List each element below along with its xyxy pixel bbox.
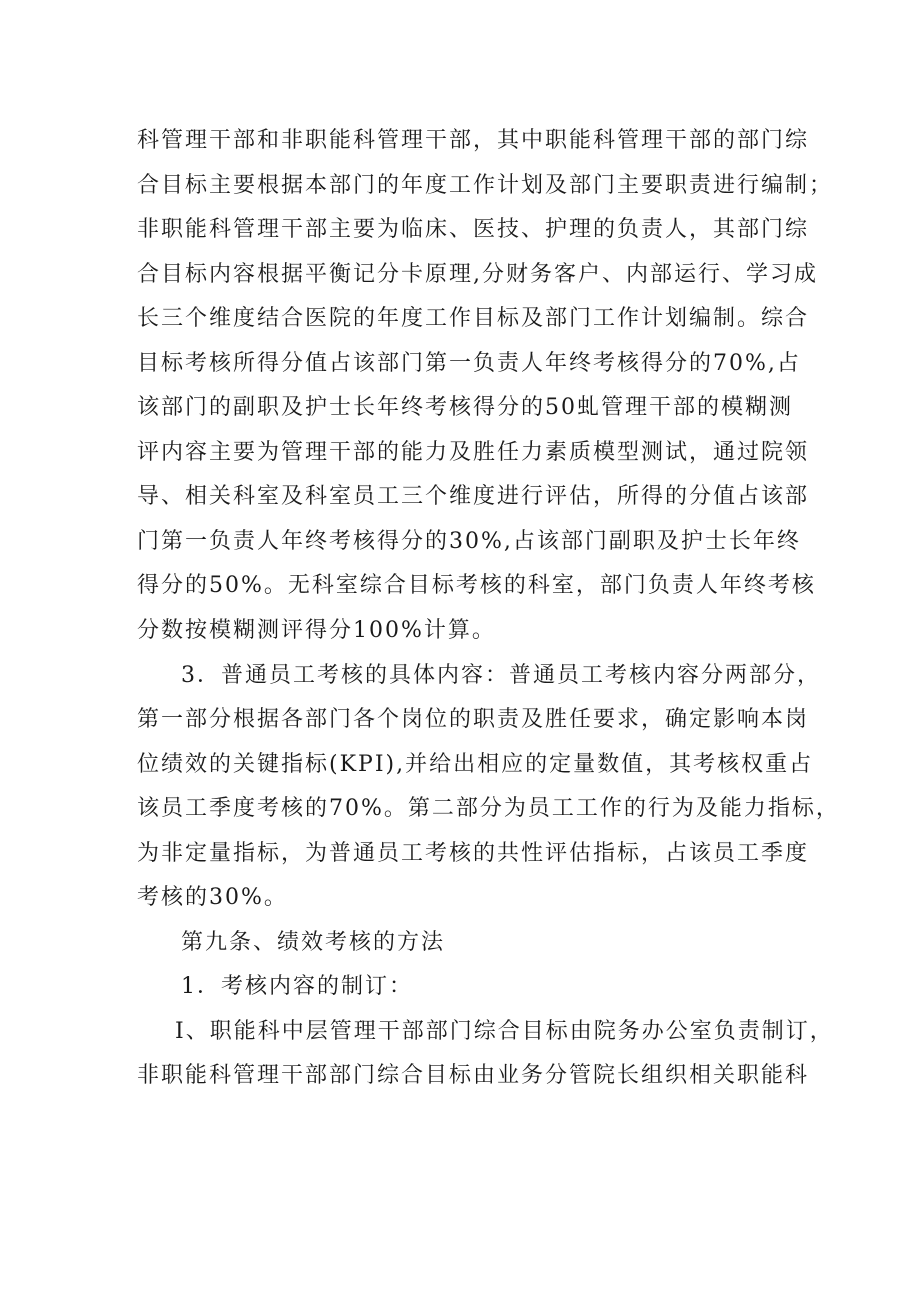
text-line: 评内容主要为管理干部的能力及胜任力素质模型测试，通过院领 [137, 439, 810, 465]
article-heading-9: 第九条、绩效考核的方法 [181, 929, 446, 955]
text-line: 非职能科管理干部部门综合目标由业务分管院长组织相关职能科 [137, 1063, 810, 1089]
text-line: 考核的30%。 [137, 885, 288, 911]
text-line: I、职能科中层管理干部部门综合目标由院务办公室负责制订， [175, 1018, 834, 1044]
text-line: 分数按模糊测评得分100%计算。 [137, 618, 496, 644]
text-line: 门第一负责人年终考核得分的30%,占该部门副职及护士长年终 [137, 528, 801, 554]
text-line: 导、相关科室及科室员工三个维度进行评估，所得的分值占该部 [137, 484, 810, 510]
section-heading-3: 3．普通员工考核的具体内容：普通员工考核内容分两部分， [181, 662, 821, 688]
subsection-heading-1: 1．考核内容的制订： [181, 974, 413, 1000]
text-line: 合目标主要根据本部门的年度工作计划及部门主要职责进行编制； [137, 172, 834, 198]
text-line: 目标考核所得分值占该部门第一负责人年终考核得分的70%,占 [137, 350, 801, 376]
text-line: 得分的50%。无科室综合目标考核的科室，部门负责人年终考核 [137, 573, 816, 599]
text-line: 该员工季度考核的70%。第二部分为员工工作的行为及能力指标， [137, 796, 840, 822]
text-line: 合目标内容根据平衡记分卡原理,分财务客户、内部运行、学习成 [137, 261, 818, 287]
text-line: 科管理干部和非职能科管理干部，其中职能科管理干部的部门综 [137, 128, 810, 153]
text-line: 非职能科管理干部主要为临床、医技、护理的负责人，其部门综 [137, 217, 810, 243]
text-line: 该部门的副职及护士长年终考核得分的50虬管理干部的模糊测 [137, 395, 793, 421]
text-line: 为非定量指标，为普通员工考核的共性评估指标，占该员工季度 [137, 840, 810, 866]
document-body [137, 119, 840, 1099]
text-line: 第一部分根据各部门各个岗位的职责及胜任要求，确定影响本岗 [137, 707, 810, 733]
text-line: 位绩效的关键指标(KPI),并给出相应的定量数值，其考核权重占 [137, 751, 814, 777]
text-line: 长三个维度结合医院的年度工作目标及部门工作计划编制。综合 [137, 306, 810, 332]
